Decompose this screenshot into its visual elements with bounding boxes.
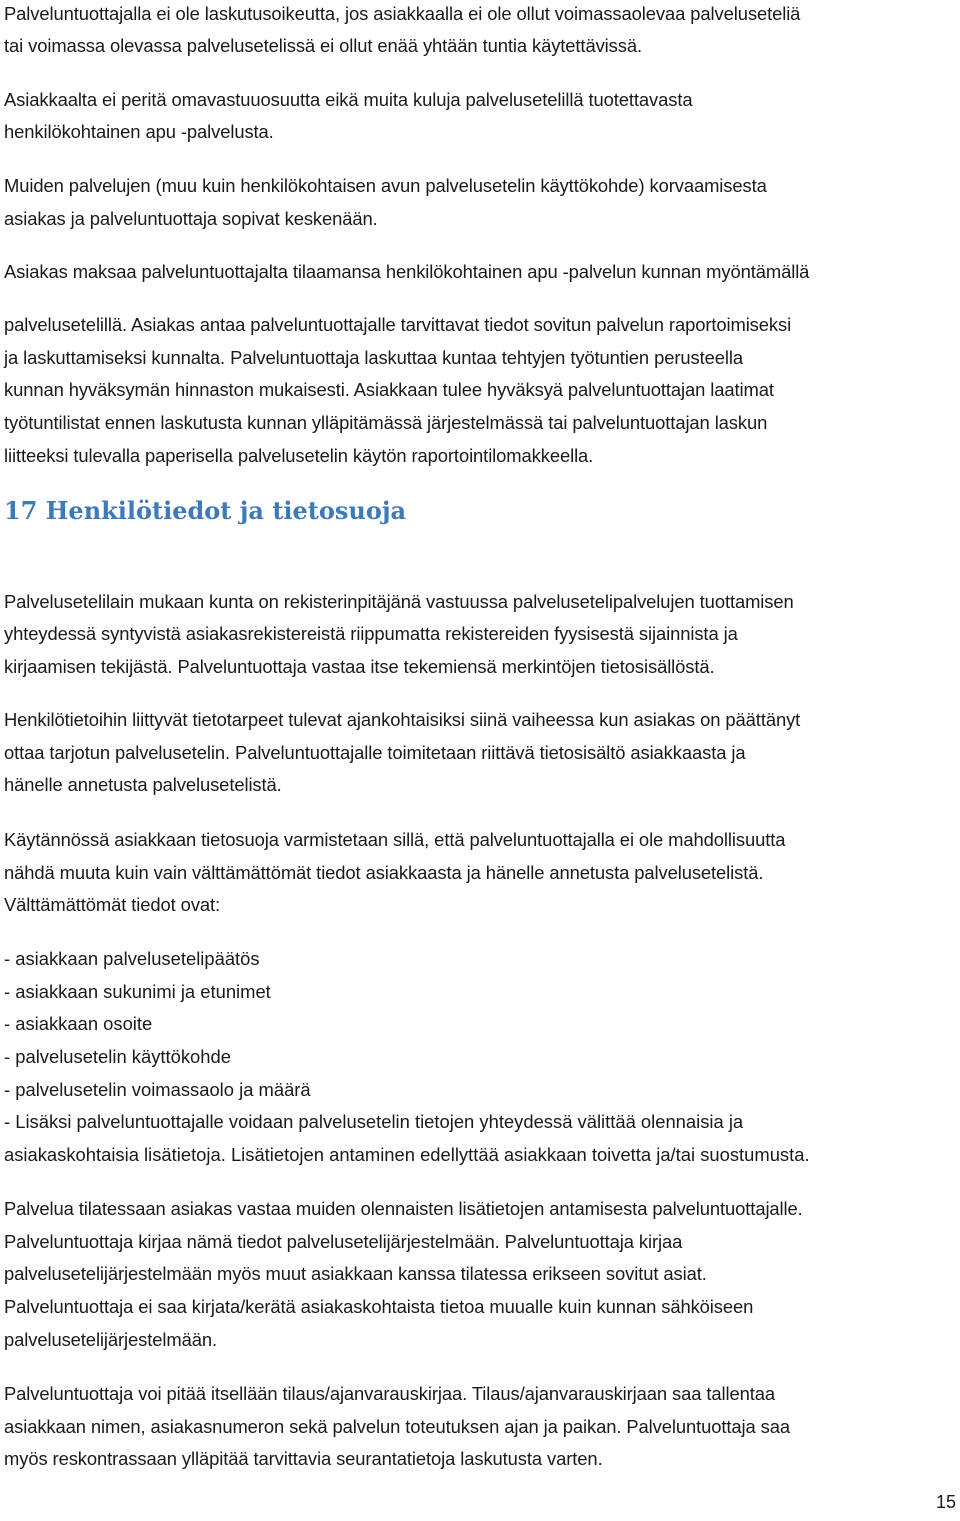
list-item: - asiakkaan osoite	[4, 1013, 153, 1034]
paragraph-line: tai voimassa olevassa palvelusetelissä ei ollut enää yhtään tuntia käytettävissä.	[4, 35, 642, 56]
paragraph-line: ja laskuttamiseksi kunnalta. Palveluntuottaja laskuttaa kuntaa tehtyjen työtuntien perusteella	[4, 347, 743, 368]
paragraph-line: Palveluntuottajalla ei ole laskutusoikeutta, jos asiakkaalla ei ole ollut voimassaolevaa palveluseteliä	[4, 3, 801, 24]
paragraph-line: Palvelusetelilain mukaan kunta on rekisterinpitäjänä vastuussa palvelusetelipalvelujen tuottamisen	[4, 591, 794, 612]
paragraph-line: Käytännössä asiakkaan tietosuoja varmistetaan sillä, että palveluntuottajalla ei ole mahdollisuutta	[4, 829, 786, 850]
page-number: 15	[935, 1492, 956, 1512]
paragraph-line: Henkilötietoihin liittyvät tietotarpeet tulevat ajankohtaisiksi siinä vaiheessa kun asiakas on päättänyt	[4, 709, 801, 730]
paragraph-line: Palveluntuottaja voi pitää itsellään tilaus/ajanvarauskirjaa. Tilaus/ajanvarauskirjaan saa tallentaa	[4, 1383, 776, 1404]
paragraph-line: hänelle annetusta palvelusetelistä.	[4, 774, 282, 795]
paragraph-line: henkilökohtainen apu -palvelusta.	[4, 121, 274, 142]
paragraph-line: Asiakkaalta ei peritä omavastuuosuutta eikä muita kuluja palvelusetelillä tuotettavasta	[4, 89, 693, 110]
section-heading: 17 Henkilötiedot ja tietosuoja	[4, 496, 407, 525]
paragraph-line: Palveluntuottaja ei saa kirjata/kerätä asiakaskohtaista tietoa muualle kuin kunnan sähköiseen	[4, 1296, 754, 1317]
paragraph-line: asiakkaan nimen, asiakasnumeron sekä palvelun toteutuksen ajan ja paikan. Palveluntuottaja saa	[4, 1416, 790, 1437]
list-item: asiakaskohtaisia lisätietoja. Lisätietojen antaminen edellyttää asiakkaan toivetta ja/tai suostumusta.	[4, 1144, 810, 1165]
paragraph-line: yhteydessä syntyvistä asiakasrekistereistä riippumatta rekistereiden fyysisestä sijainnista ja	[4, 623, 738, 644]
paragraph-line: kunnan hyväksymän hinnaston mukaisesti. Asiakkaan tulee hyväksyä palveluntuottajan laatimat	[4, 379, 774, 400]
list-item: - asiakkaan palvelusetelipäätös	[4, 948, 260, 969]
paragraph-line: palvelusetelijärjestelmään myös muut asiakkaan kanssa tilatessa erikseen sovitut asiat.	[4, 1263, 707, 1284]
paragraph-line: kirjaamisen tekijästä. Palveluntuottaja vastaa itse tekemiensä merkintöjen tietosisällöstä.	[4, 656, 715, 677]
list-item: - palvelusetelin käyttökohde	[4, 1046, 231, 1067]
paragraph-line: Muiden palvelujen (muu kuin henkilökohtaisen avun palvelusetelin käyttökohde) korvaamisesta	[4, 175, 767, 196]
paragraph-line: palvelusetelijärjestelmään.	[4, 1329, 217, 1350]
paragraph-line: Palvelua tilatessaan asiakas vastaa muiden olennaisten lisätietojen antamisesta palveluntuottajalle.	[4, 1198, 803, 1219]
list-item: - asiakkaan sukunimi ja etunimet	[4, 981, 271, 1002]
paragraph-line: asiakas ja palveluntuottaja sopivat keskenään.	[4, 208, 378, 229]
paragraph-line: palvelusetelillä. Asiakas antaa palveluntuottajalle tarvittavat tiedot sovitun palvelun raportoimiseksi	[4, 314, 792, 335]
paragraph-line: Välttämättömät tiedot ovat:	[4, 894, 221, 915]
paragraph-line: Asiakas maksaa palveluntuottajalta tilaamansa henkilökohtainen apu -palvelun kunnan myöntämällä	[4, 261, 810, 282]
paragraph-line: työtuntilistat ennen laskutusta kunnan ylläpitämässä järjestelmässä tai palveluntuottajan laskun	[4, 412, 768, 433]
paragraph-line: ottaa tarjotun palvelusetelin. Palveluntuottajalle toimitetaan riittävä tietosisältö asiakkaasta ja	[4, 742, 746, 763]
paragraph-line: nähdä muuta kuin vain välttämättömät tiedot asiakkaasta ja hänelle annetusta palvelusetelistä.	[4, 862, 764, 883]
paragraph-line: liitteeksi tulevalla paperisella palvelusetelin käytön raportointilomakkeella.	[4, 445, 594, 466]
list-item: - palvelusetelin voimassaolo ja määrä	[4, 1079, 311, 1100]
paragraph-line: Palveluntuottaja kirjaa nämä tiedot palvelusetelijärjestelmään. Palveluntuottaja kirjaa	[4, 1231, 683, 1252]
list-item: - Lisäksi palveluntuottajalle voidaan palvelusetelin tietojen yhteydessä välittää olennaisia ja	[4, 1111, 744, 1132]
paragraph-line: myös reskontrassaan ylläpitää tarvittavia seurantatietoja laskutusta varten.	[4, 1448, 603, 1469]
